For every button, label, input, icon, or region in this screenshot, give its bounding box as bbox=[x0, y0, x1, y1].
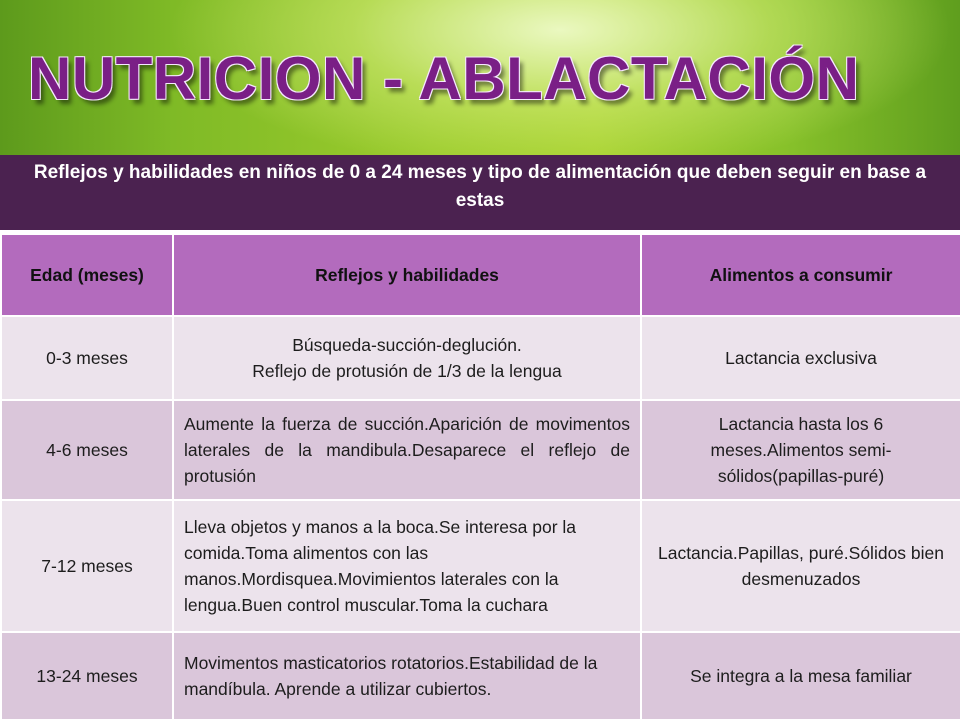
table-row bbox=[1, 400, 960, 500]
foods-cell: Lactancia hasta los 6 meses.Alimentos semi-sólidos(papillas-puré) bbox=[641, 400, 960, 500]
skills-line: Reflejo de protusión de 1/3 de la lengua bbox=[252, 361, 562, 381]
data-table bbox=[0, 233, 960, 721]
foods-cell: Se integra a la mesa familiar bbox=[641, 632, 960, 720]
header-row bbox=[1, 234, 960, 316]
skills-cell: Movimentos masticatorios rotatorios.Estabilidad de la mandíbula. Aprende a utilizar cubiertos. bbox=[173, 632, 641, 720]
table-row bbox=[1, 500, 960, 632]
age-cell: 0-3 meses bbox=[1, 316, 173, 400]
header-banner bbox=[0, 0, 960, 155]
age-cell: 13-24 meses bbox=[1, 632, 173, 720]
skills-cell: Lleva objetos y manos a la boca.Se interesa por la comida.Toma alimentos con las manos.Mordisquea.Movimientos laterales con la lengua.Buen control muscular.Toma la cuchara bbox=[173, 500, 641, 632]
age-cell: 4-6 meses bbox=[1, 400, 173, 500]
skills-cell: Aumente la fuerza de succión.Aparición de movimentos laterales de la mandibula.Desaparece el reflejo de protusión bbox=[173, 400, 641, 500]
col-header-age: Edad (meses) bbox=[1, 234, 173, 316]
age-cell: 7-12 meses bbox=[1, 500, 173, 632]
table-row bbox=[1, 632, 960, 720]
foods-cell: Lactancia exclusiva bbox=[641, 316, 960, 400]
foods-cell: Lactancia.Papillas, puré.Sólidos bien desmenuzados bbox=[641, 500, 960, 632]
table-caption: Reflejos y habilidades en niños de 0 a 24 meses y tipo de alimentación que deben seguir en base a estas bbox=[0, 155, 960, 233]
skills-cell bbox=[173, 316, 641, 400]
nutrition-table bbox=[0, 155, 960, 720]
col-header-skills: Reflejos y habilidades bbox=[173, 234, 641, 316]
table-row bbox=[1, 316, 960, 400]
skills-line: Búsqueda-succión-deglución. bbox=[292, 335, 522, 355]
page-title: NUTRICION - ABLACTACIÓN bbox=[28, 45, 860, 112]
col-header-foods: Alimentos a consumir bbox=[641, 234, 960, 316]
